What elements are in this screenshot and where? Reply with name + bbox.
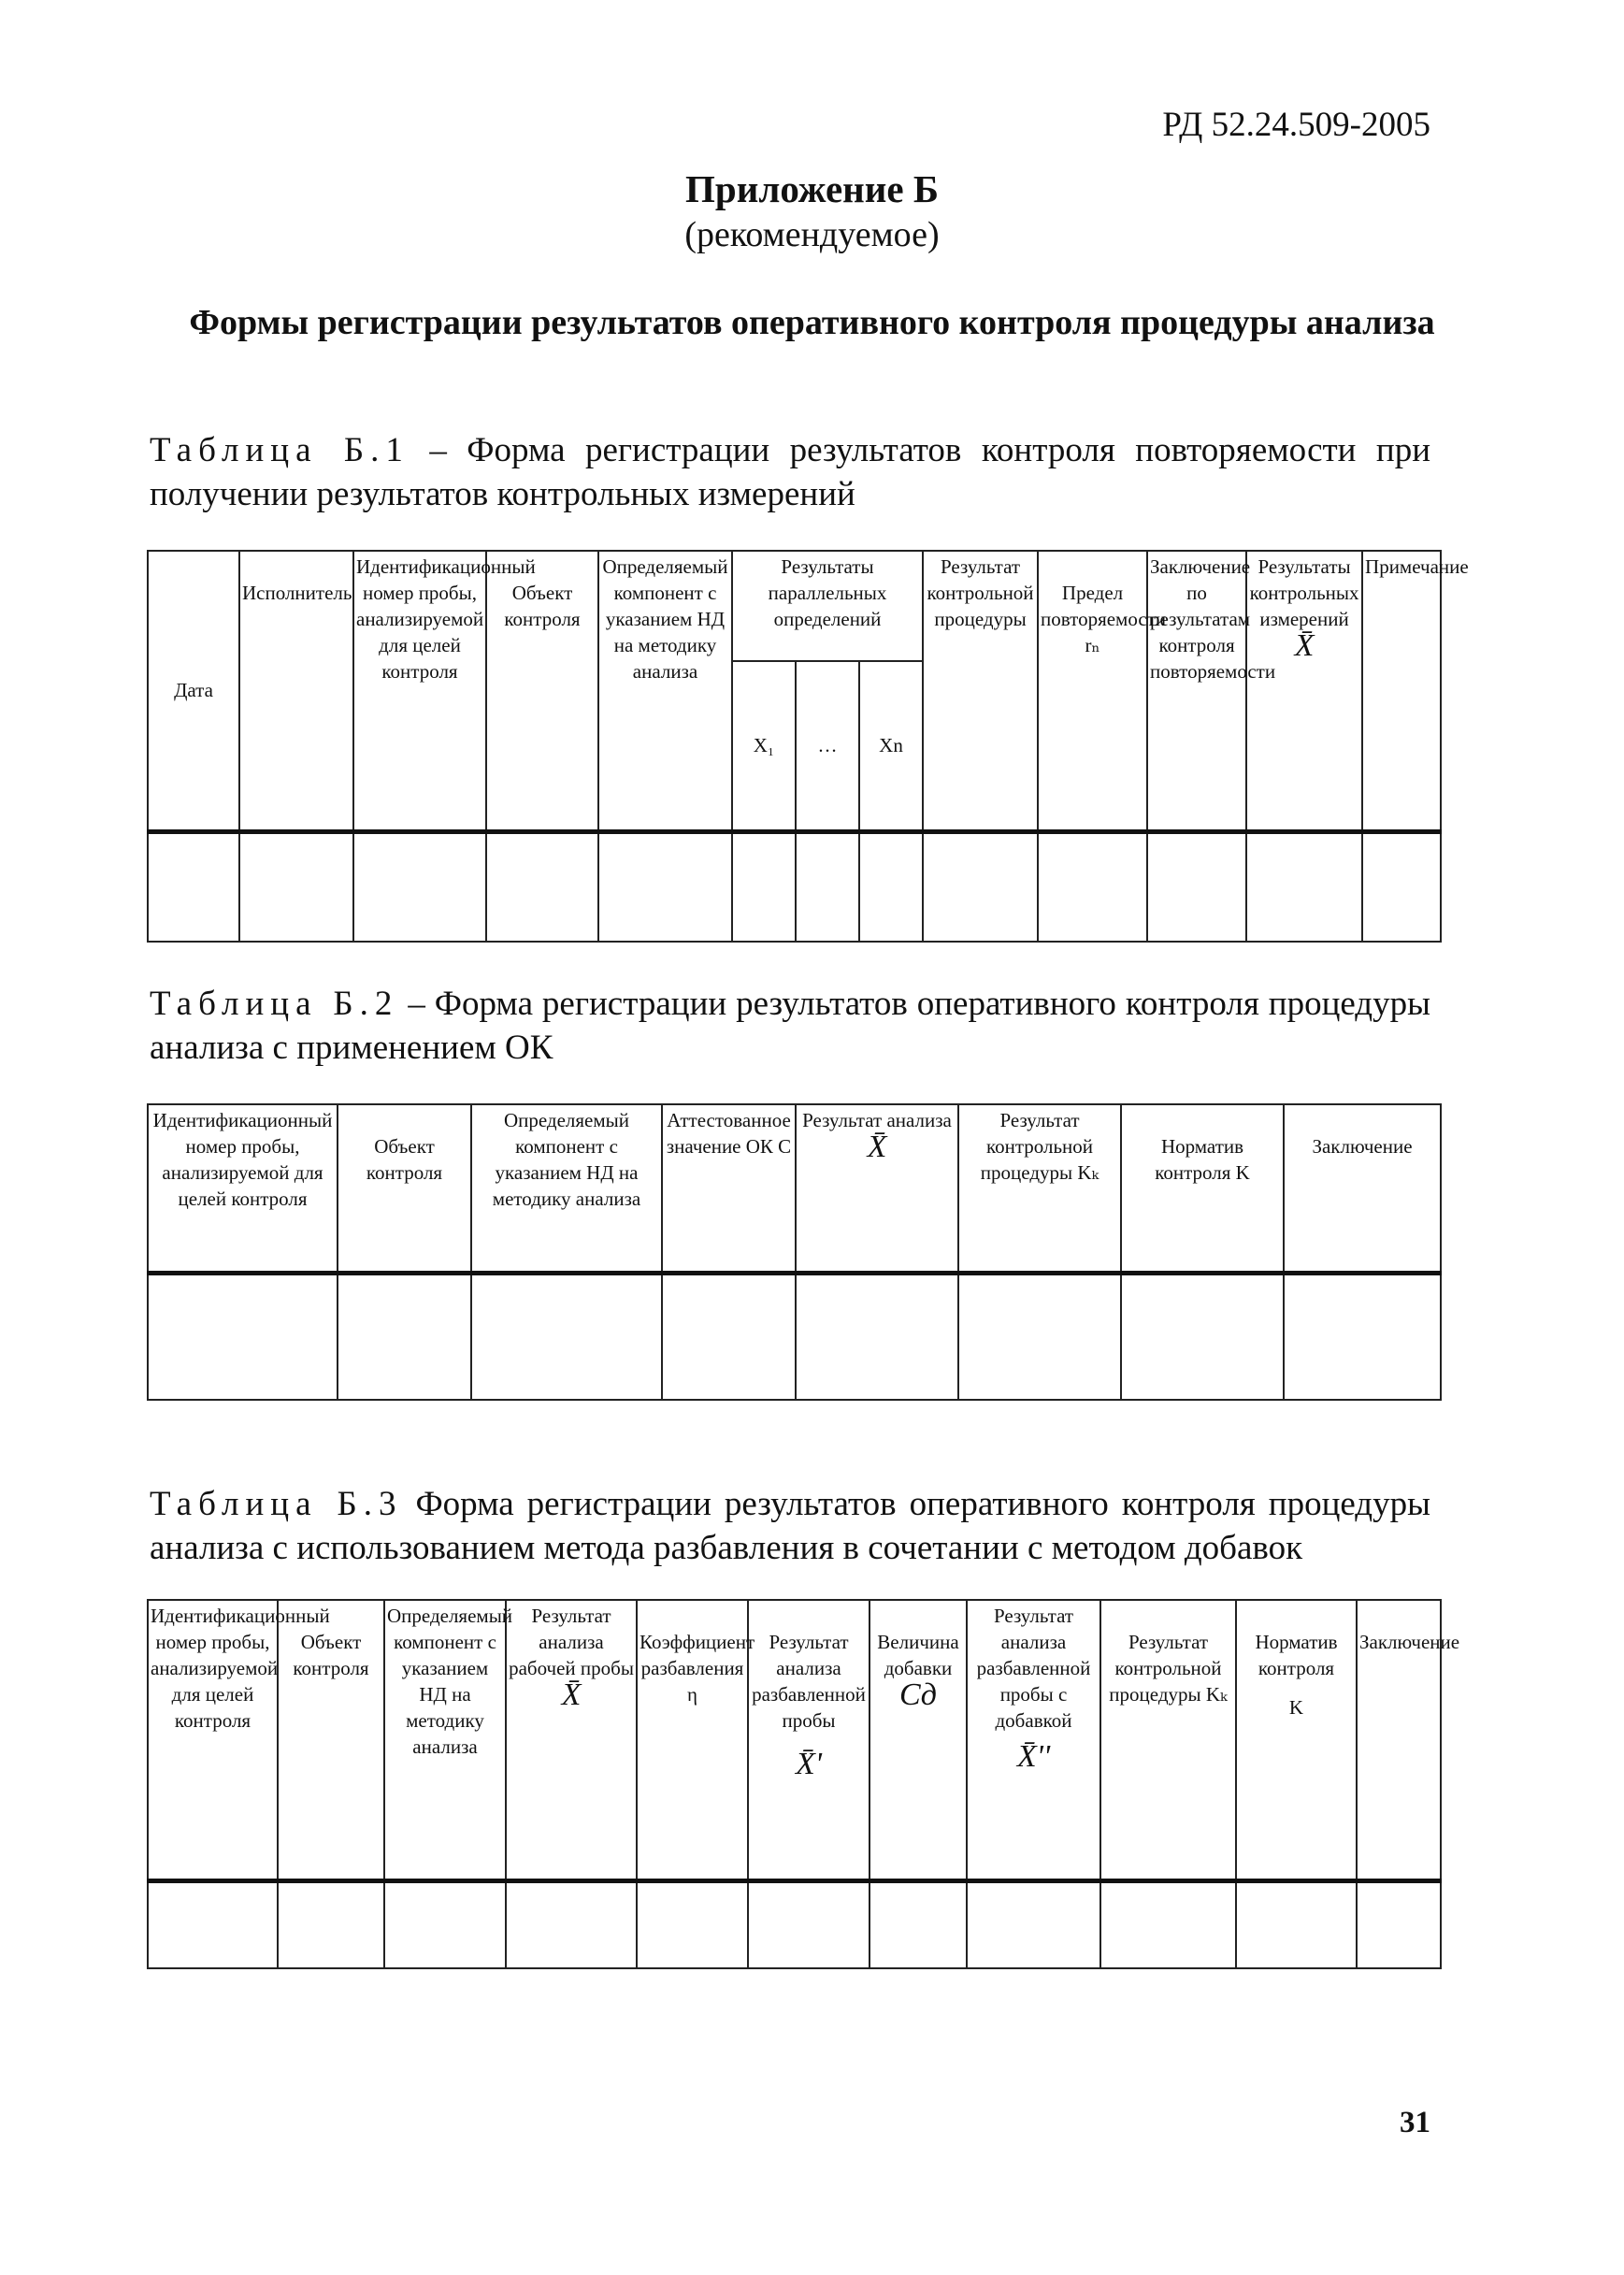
table3-header-control-result: Результат контрольной процедуры Kₖ [1100,1600,1236,1880]
x-bar-symbol: X̄ [1294,628,1315,663]
x-bar-prime-symbol: X̄' [795,1747,823,1781]
table3-norm-label: Норматив контроля [1255,1631,1338,1679]
table2-header-certified: Аттестованное значение ОК C [662,1104,796,1273]
table3-header-norm [1236,1600,1357,1880]
table2-header-object: Объект контроля [338,1104,471,1273]
table2-header-sample-id: Идентификационный номер пробы, анализируемой для целей контроля [148,1104,338,1273]
table-cell [384,1880,506,1968]
table3-caption-text: Форма регистрации результатов оперативного контроля процедуры анализа с использованием метода разбавления в сочетании с методом добавок [150,1485,1430,1567]
table3-working-result-label: Результат анализа рабочей пробы [509,1605,634,1679]
x-bar-double-prime-symbol: X̄'' [1016,1739,1051,1774]
table-row [148,831,1441,942]
table-cell [1147,831,1246,942]
c-d-symbol: Cд [899,1677,937,1712]
table-cell [1236,1880,1357,1968]
table-cell [1100,1880,1236,1968]
table1-header-result-proc: Результат контрольной процедуры [923,551,1038,831]
table-row [148,1273,1441,1400]
table1-header-performer: Исполнитель [239,551,353,831]
table-cell [637,1880,748,1968]
table3-diluted-result-label: Результат анализа разбавленной пробы [752,1631,866,1732]
table3-header-conclusion: Заключение [1357,1600,1441,1880]
table-cell [1121,1273,1284,1400]
table1-header-results-meas [1246,551,1362,831]
table3-header-component: Определяемый компонент с указанием НД на методику анализа [384,1600,506,1880]
table2-header-result [796,1104,958,1273]
table1-header-xn: Xn [859,661,923,831]
table-cell [748,1880,869,1968]
x-bar-symbol: X̄ [561,1677,582,1712]
table-cell [796,1273,958,1400]
table1-header-object: Объект контроля [486,551,598,831]
table2-result-label: Результат анализа [802,1109,952,1131]
table-cell [1284,1273,1441,1400]
table3-header-diluted-added-result [967,1600,1100,1880]
table2-header-component: Определяемый компонент с указанием НД на методику анализа [471,1104,662,1273]
table2 [147,1103,1442,1401]
document-number: РД 52.24.509-2005 [1162,106,1430,144]
table-cell [967,1880,1100,1968]
table-cell [958,1273,1121,1400]
table1-header-x1: X₁ [732,661,796,831]
table-cell [1357,1880,1441,1968]
table-cell [598,831,732,942]
table-cell [506,1880,637,1968]
table-cell [796,831,859,942]
table3 [147,1599,1460,1969]
table-cell [148,1880,278,1968]
table1-header-component: Определяемый компонент с указанием НД на методику анализа [598,551,732,831]
table-cell [338,1273,471,1400]
table3-norm-symbol: K [1288,1696,1304,1719]
table-cell [278,1880,384,1968]
table-cell [662,1273,796,1400]
table3-header-diluted-result [748,1600,869,1880]
table1-header-limit: Предел повторяемости rₙ [1038,551,1147,831]
table3-additive-label: Величина добавки [877,1631,959,1679]
table-cell [869,1880,967,1968]
table1-header-dots: … [796,661,859,831]
table-cell [923,831,1038,942]
table-cell [732,831,796,942]
table1-header-parallel: Результаты параллельных определений [732,551,923,661]
table-cell [471,1273,662,1400]
table2-header-norm: Норматив контроля K [1121,1104,1284,1273]
forms-title: Формы регистрации результатов оперативного контроля процедуры анализа [189,303,1435,342]
x-bar-symbol: X̄ [867,1130,887,1164]
table3-caption [150,1482,1430,1570]
table1-results-meas-label: Результаты контрольных измерений [1249,555,1359,630]
table-cell [1038,831,1147,942]
appendix-subtitle: (рекомендуемое) [684,215,940,254]
table-cell [148,1273,338,1400]
table2-header-conclusion: Заключение [1284,1104,1441,1273]
table1-header-date: Дата [148,551,239,831]
table1-label: Таблица Б.1 [150,431,410,469]
table-cell [353,831,486,942]
table1-header-sample-id: Идентификационный номер пробы, анализируемой для целей контроля [353,551,486,831]
table-row [148,1880,1441,1968]
table2-header-control-result: Результат контрольной процедуры Kₖ [958,1104,1121,1273]
table-cell [486,831,598,942]
table1-header-conclusion: Заключение по результатам контроля повторяемости [1147,551,1246,831]
table3-header-working-result [506,1600,637,1880]
table-cell [1362,831,1441,942]
page-number: 31 [1400,2106,1430,2139]
table2-label: Таблица Б.2 [150,985,399,1023]
table2-caption-text: – Форма регистрации результатов оперативного контроля процедуры анализа с применением ОК [150,985,1430,1067]
appendix-title: Приложение Б [685,167,939,210]
table-cell [148,831,239,942]
table3-header-additive [869,1600,967,1880]
table3-header-sample-id: Идентификационный номер пробы, анализируемой для целей контроля [148,1600,278,1880]
table-cell [1246,831,1362,942]
table1-caption-text: – Форма регистрации результатов контроля повторяемости при получении результатов контрольных измерений [150,431,1430,513]
table3-header-dilution-coef: Коэффициент разбавления η [637,1600,748,1880]
table3-diluted-added-result-label: Результат анализа разбавленной пробы с добавкой [976,1605,1091,1732]
table1 [147,550,1469,943]
table-cell [859,831,923,942]
table3-label: Таблица Б.3 [150,1485,403,1523]
table-cell [239,831,353,942]
table1-header-notes: Примечание [1362,551,1441,831]
table3-header-object: Объект контроля [278,1600,384,1880]
table1-caption [150,428,1430,516]
table2-caption [150,982,1430,1070]
